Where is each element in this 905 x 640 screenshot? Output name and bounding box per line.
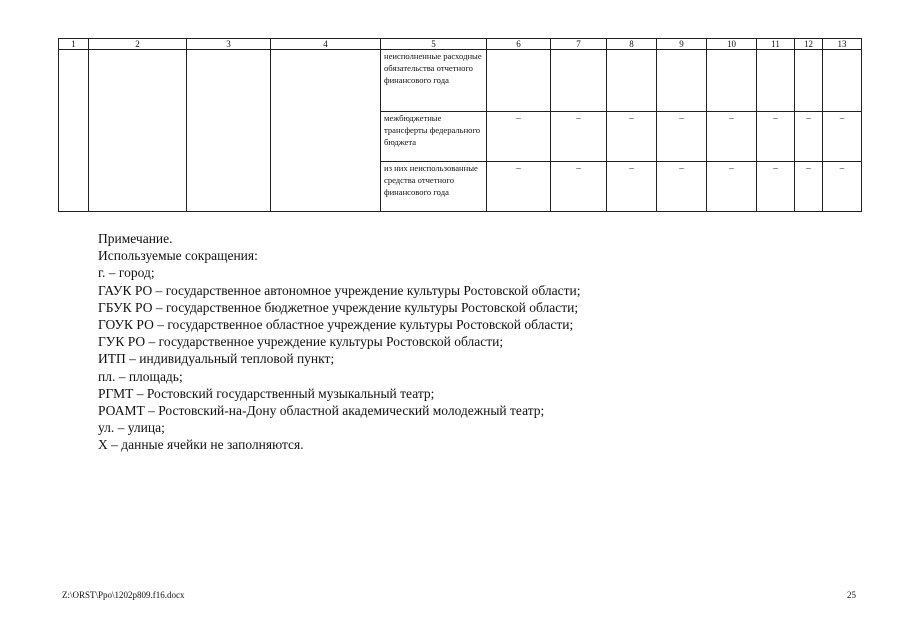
notes-section — [98, 230, 581, 454]
table-cell: – — [487, 162, 551, 212]
table-cell: – — [607, 112, 657, 162]
column-header: 6 — [487, 39, 551, 50]
abbreviation-line: Х – данные ячейки не заполняются. — [98, 437, 304, 453]
column-header: 5 — [381, 39, 487, 50]
merged-cell-col2 — [89, 50, 187, 212]
abbreviation-line: ул. – улица; — [98, 420, 165, 436]
abbreviation-line: ГБУК РО – государственное бюджетное учреждение культуры Ростовской области; — [98, 299, 579, 315]
table-cell — [823, 50, 862, 112]
abbreviation-line: РГМТ – Ростовский государственный музыкальный театр; — [98, 385, 435, 401]
table-cell: – — [823, 112, 862, 162]
notes-title: Примечание. — [98, 231, 173, 246]
abbreviation-line: РОАМТ – Ростовский-на-Дону областной академический молодежный театр; — [98, 403, 545, 419]
table-cell: – — [757, 112, 795, 162]
abbreviation-line: ГУК РО – государственное учреждение культуры Ростовской области; — [98, 334, 504, 350]
column-header: 4 — [271, 39, 381, 50]
data-table — [58, 38, 862, 212]
footer-file-path: Z:\ORST\Ppo\1202p809.f16.docx — [62, 590, 185, 600]
table-cell — [551, 50, 607, 112]
table-cell: – — [707, 112, 757, 162]
column-header: 8 — [607, 39, 657, 50]
table-cell — [795, 50, 823, 112]
abbreviations-heading: Используемые сокращения: — [98, 248, 258, 264]
column-header: 3 — [187, 39, 271, 50]
column-header: 10 — [707, 39, 757, 50]
merged-cell-col4 — [271, 50, 381, 212]
column-header: 12 — [795, 39, 823, 50]
table-cell — [657, 50, 707, 112]
table-cell: – — [823, 162, 862, 212]
table-cell: – — [795, 162, 823, 212]
column-header: 11 — [757, 39, 795, 50]
abbreviation-line: ИТП – индивидуальный тепловой пункт; — [98, 351, 335, 367]
table-cell: – — [707, 162, 757, 212]
row-description: из них неиспользованные средства отчетного финансового года — [381, 162, 487, 212]
table-cell — [487, 50, 551, 112]
row-description: межбюджетные трансферты федерального бюджета — [381, 112, 487, 162]
table-cell: – — [795, 112, 823, 162]
column-header: 1 — [59, 39, 89, 50]
table-cell — [707, 50, 757, 112]
row-description: неисполненные расходные обязательства отчетного финансового года — [381, 50, 487, 112]
table-cell: – — [607, 162, 657, 212]
table-cell — [607, 50, 657, 112]
column-header: 9 — [657, 39, 707, 50]
merged-cell-col3 — [187, 50, 271, 212]
column-header: 7 — [551, 39, 607, 50]
table-header-row — [59, 39, 862, 50]
abbreviation-line: г. – город; — [98, 265, 155, 281]
table-cell — [757, 50, 795, 112]
abbreviation-line: ГОУК РО – государственное областное учреждение культуры Ростовской области; — [98, 317, 574, 333]
footer-page-number: 25 — [847, 590, 856, 600]
table-cell: – — [487, 112, 551, 162]
table-cell: – — [757, 162, 795, 212]
abbreviation-line: пл. – площадь; — [98, 368, 183, 384]
table-row — [59, 50, 862, 112]
column-header: 13 — [823, 39, 862, 50]
table-cell: – — [657, 162, 707, 212]
table-cell: – — [551, 162, 607, 212]
table-cell: – — [551, 112, 607, 162]
table-cell: – — [657, 112, 707, 162]
column-header: 2 — [89, 39, 187, 50]
abbreviation-line: ГАУК РО – государственное автономное учреждение культуры Ростовской области; — [98, 282, 581, 298]
merged-cell-col1 — [59, 50, 89, 212]
